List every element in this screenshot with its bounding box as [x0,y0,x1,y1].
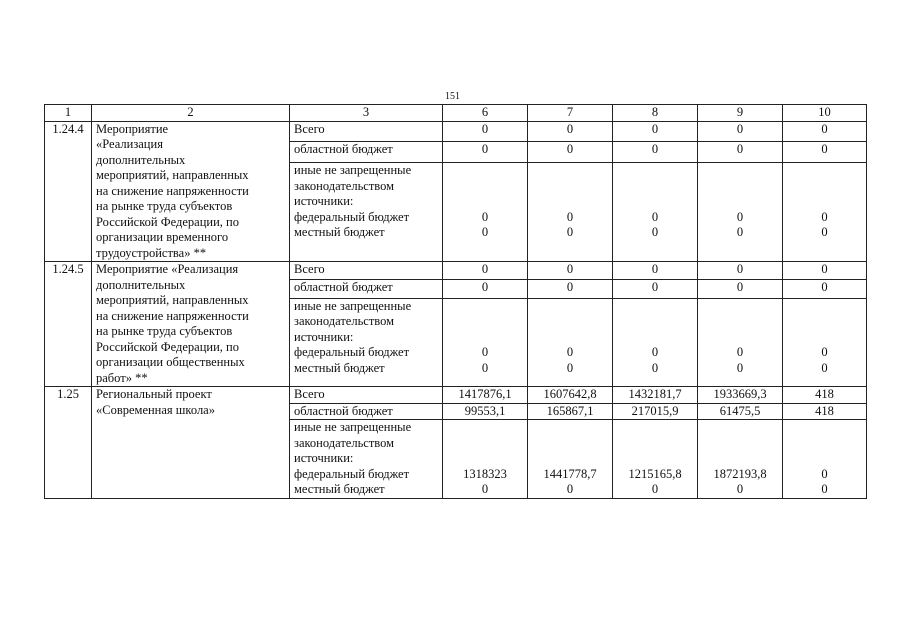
local-value: 0 [821,360,828,375]
spacer [787,451,862,467]
value-cell: 1417876,1 [443,387,528,404]
spacer [617,451,693,467]
spacer [787,314,862,330]
source-line: федеральный бюджет [294,345,410,360]
measure-name-line: Мероприятие «Реализация [96,262,239,276]
value-cell [613,298,698,386]
source-line: иные не запрещенные [294,298,412,313]
local-value: 0 [566,482,574,496]
row-number: 1.25 [45,387,92,499]
source-regional: областной бюджет [290,142,443,163]
spacer [447,179,523,195]
header-cell: 6 [443,105,528,122]
spacer [447,163,523,179]
federal-value: 1441778,7 [543,466,597,481]
value-cell [443,298,528,386]
spacer [447,420,523,436]
value-cell: 99553,1 [443,403,528,420]
source-line: источники: [294,329,354,344]
federal-value: 0 [651,345,659,360]
value-cell: 418 [783,403,867,420]
federal-value: 0 [566,209,574,224]
measure-name-line: на снижение напряженности [96,308,249,323]
measure-name-cell [92,387,290,499]
page-number: 151 [445,91,460,102]
value-cell [783,163,867,262]
spacer [702,451,778,467]
source-line: местный бюджет [294,482,385,496]
spacer [447,436,523,452]
row-number: 1.24.5 [45,262,92,387]
spacer [447,194,523,210]
measure-name-line: работ» ** [96,370,148,385]
spacer [617,420,693,436]
source-regional: областной бюджет [290,403,443,420]
spacer [702,179,778,195]
header-cell: 7 [528,105,613,122]
local-value: 0 [736,482,744,496]
spacer [532,330,608,346]
measure-name-line: на рынке труда субъектов [96,324,233,338]
value-cell: 0 [613,142,698,163]
header-cell: 9 [698,105,783,122]
value-cell [528,163,613,262]
budget-table [44,104,867,499]
value-cell [613,163,698,262]
federal-value: 0 [651,209,659,224]
value-cell: 0 [783,280,867,298]
spacer [532,179,608,195]
source-line: федеральный бюджет [294,209,410,224]
measure-name-line: мероприятий, направленных [96,293,249,307]
value-cell: 165867,1 [528,403,613,420]
local-value: 0 [481,482,489,496]
header-cell: 10 [783,105,867,122]
source-total: Всего [290,121,443,142]
value-cell [783,420,867,499]
measure-name-line: «Реализация [96,137,163,151]
value-cell: 1607642,8 [528,387,613,404]
source-total: Всего [290,387,443,404]
value-cell [528,298,613,386]
measure-name-line: на рынке труда субъектов [96,199,233,213]
spacer [617,436,693,452]
spacer [447,299,523,315]
measure-name-line: мероприятий, направленных [96,168,249,182]
spacer [787,436,862,452]
value-cell [698,163,783,262]
federal-value: 0 [736,209,744,224]
source-line: законодательством [294,178,395,193]
value-cell [698,420,783,499]
value-cell: 0 [528,142,613,163]
value-cell: 61475,5 [698,403,783,420]
source-line: источники: [294,451,354,465]
federal-value: 0 [481,345,489,360]
value-cell: 0 [783,142,867,163]
spacer [702,194,778,210]
federal-value: 1318323 [463,466,507,481]
spacer [532,420,608,436]
spacer [447,330,523,346]
row-number: 1.24.4 [45,121,92,262]
value-cell [443,420,528,499]
local-value: 0 [736,225,744,240]
measure-name-line: Региональный проект [96,387,212,401]
measure-name-line: Мероприятие [96,121,169,136]
local-value: 0 [651,360,659,375]
value-cell: 0 [613,262,698,280]
value-cell: 0 [613,280,698,298]
spacer [787,179,862,195]
spacer [532,194,608,210]
value-cell: 217015,9 [613,403,698,420]
source-line: федеральный бюджет [294,466,410,481]
source-line: местный бюджет [294,225,385,240]
federal-value: 0 [821,466,828,481]
value-cell [443,163,528,262]
spacer [532,314,608,330]
header-row [45,105,867,122]
spacer [617,194,693,210]
local-value: 0 [481,360,489,375]
spacer [702,436,778,452]
spacer [447,451,523,467]
spacer [702,314,778,330]
spacer [532,451,608,467]
local-value: 0 [481,225,489,240]
source-other-cell [290,298,443,386]
value-cell [698,298,783,386]
table-row [45,387,867,404]
local-value: 0 [566,225,574,240]
source-line: законодательством [294,314,395,329]
measure-name-line: организации временного [96,230,229,244]
value-cell: 0 [698,121,783,142]
value-cell: 1432181,7 [613,387,698,404]
local-value: 0 [736,360,744,375]
source-line: иные не запрещенные [294,420,412,434]
spacer [617,179,693,195]
measure-name-line: дополнительных [96,152,186,167]
source-other-cell [290,163,443,262]
value-cell: 0 [443,121,528,142]
header-cell: 3 [290,105,443,122]
spacer [702,299,778,315]
spacer [617,314,693,330]
measure-name-line: дополнительных [96,277,186,292]
spacer [787,194,862,210]
federal-value: 0 [481,209,489,224]
source-line: иные не запрещенные [294,163,412,178]
local-value: 0 [566,360,574,375]
measure-name-cell [92,121,290,262]
value-cell: 0 [698,262,783,280]
spacer [532,299,608,315]
value-cell: 0 [528,121,613,142]
spacer [532,163,608,179]
spacer [617,330,693,346]
measure-name-line: Российской Федерации, по [96,339,239,354]
value-cell: 0 [613,121,698,142]
value-cell: 0 [783,262,867,280]
federal-value: 1215165,8 [628,466,682,481]
value-cell: 0 [443,262,528,280]
measure-name-line: трудоустройства» ** [96,245,207,260]
table-row [45,262,867,280]
spacer [532,436,608,452]
source-line: источники: [294,194,354,209]
spacer [447,314,523,330]
header-cell: 1 [45,105,92,122]
source-regional: областной бюджет [290,280,443,298]
spacer [702,163,778,179]
value-cell: 0 [443,280,528,298]
measure-name-line: организации общественных [96,355,245,369]
federal-value: 0 [821,345,828,360]
value-cell: 0 [698,142,783,163]
local-value: 0 [651,482,659,496]
spacer [617,163,693,179]
spacer [787,330,862,346]
header-cell: 2 [92,105,290,122]
value-cell: 1933669,3 [698,387,783,404]
table-row [45,121,867,142]
value-cell: 0 [698,280,783,298]
header-cell: 8 [613,105,698,122]
measure-name-line: «Современная школа» [96,402,215,417]
federal-value: 1872193,8 [713,466,767,481]
local-value: 0 [651,225,659,240]
value-cell: 0 [528,280,613,298]
measure-name-line: на снижение напряженности [96,183,249,198]
spacer [787,420,862,436]
value-cell: 0 [783,121,867,142]
federal-value: 0 [566,345,574,360]
federal-value: 0 [736,345,744,360]
spacer [787,299,862,315]
value-cell [783,298,867,386]
value-cell [528,420,613,499]
spacer [617,299,693,315]
local-value: 0 [821,225,828,240]
value-cell: 418 [783,387,867,404]
federal-value: 0 [821,209,828,224]
source-other-cell [290,420,443,499]
source-line: местный бюджет [294,360,385,375]
source-total: Всего [290,262,443,280]
measure-name-line: Российской Федерации, по [96,214,239,229]
spacer [702,330,778,346]
source-line: законодательством [294,435,395,450]
value-cell: 0 [528,262,613,280]
value-cell [613,420,698,499]
value-cell: 0 [443,142,528,163]
local-value: 0 [821,482,828,496]
spacer [702,420,778,436]
measure-name-cell [92,262,290,387]
spacer [787,163,862,179]
